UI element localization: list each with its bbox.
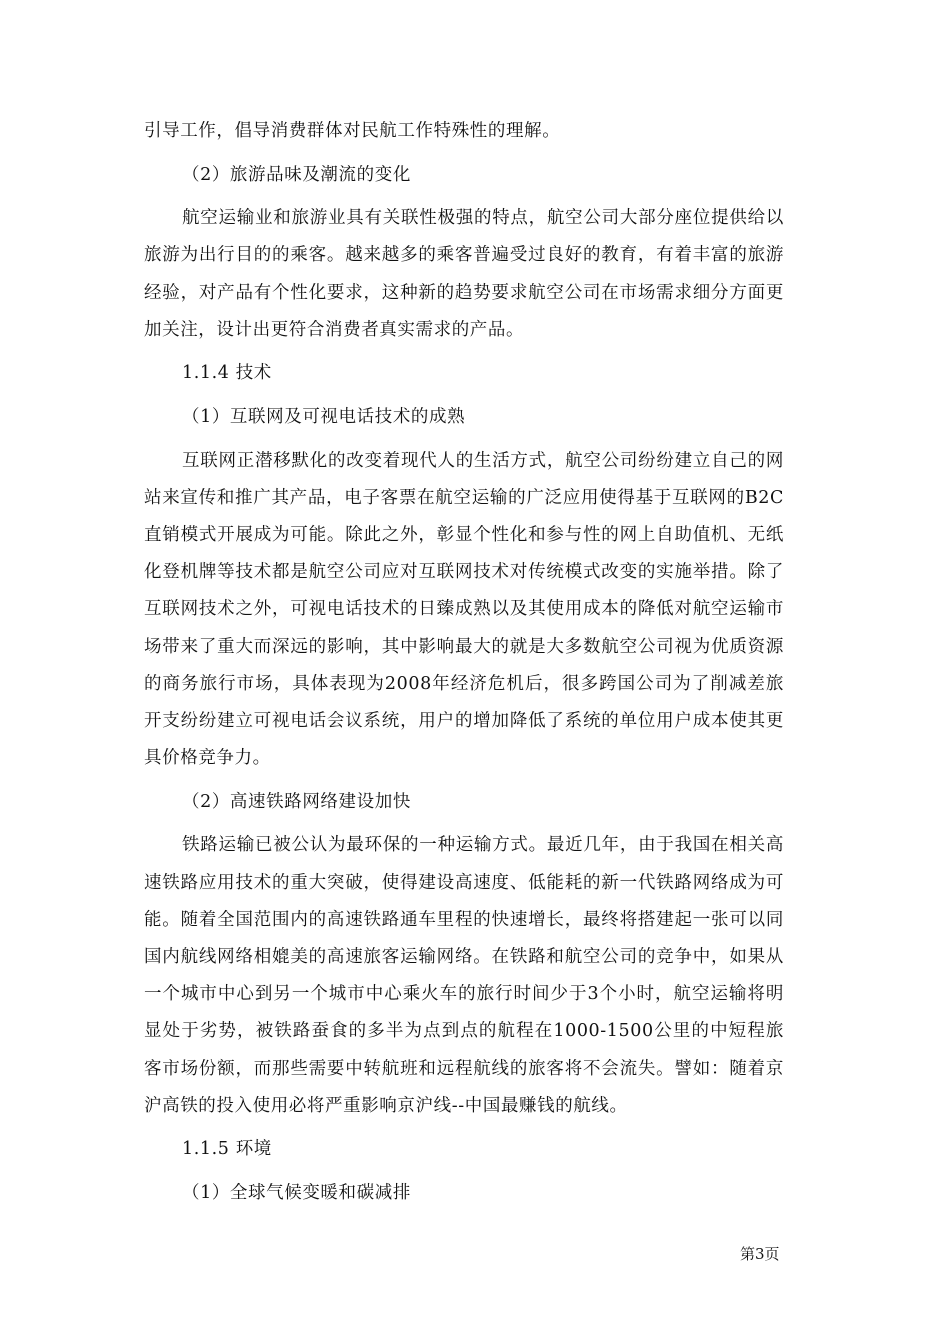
- subsection-heading: （2）高速铁路网络建设加快: [182, 791, 411, 812]
- subsection-heading: （1）互联网及可视电话技术的成熟: [182, 406, 466, 427]
- body-text: [144, 113, 784, 1212]
- section-heading: 1.1.5 环境: [182, 1139, 272, 1160]
- paragraph: 航空运输业和旅游业具有关联性极强的特点，航空公司大部分座位提供给以旅游为出行目的的乘客。越来越多的乘客普遍受过良好的教育，有着丰富的旅游经验，对产品有个性化要求，这种新的趋势要求航空公司在市场需求细分方面更加关注，设计出更符合消费者真实需求的产品。: [144, 208, 784, 340]
- subsection-heading: （1）全球气候变暖和碳减排: [182, 1183, 411, 1203]
- paragraph: 互联网正潜移默化的改变着现代人的生活方式，航空公司纷纷建立自己的网站来宣传和推广其产品，电子客票在航空运输的广泛应用使得基于互联网的B2C直销模式开展成为可能。除此之外，彰显个性化和参与性的网上自助值机、无纸化登机牌等技术都是航空公司应对互联网技术对传统模式改变的实施举措。除了互联网技术之外，可视电话技术的日臻成熟以及其使用成本的降低对航空运输市场带来了重大而深远的影响，其中影响最大的就是大多数航空公司视为优质资源的商务旅行市场，具体表现为2008年经济危机后，很多跨国公司为了削减差旅开支纷纷建立可视电话会议系统，用户的增加降低了系统的单位用户成本使其更具价格竞争力。: [144, 450, 784, 769]
- page-number: 第3页: [740, 1245, 780, 1263]
- subsection-heading: （2）旅游品味及潮流的变化: [182, 164, 411, 185]
- paragraph: 铁路运输已被公认为最环保的一种运输方式。最近几年，由于我国在相关高速铁路应用技术的重大突破，使得建设高速度、低能耗的新一代铁路网络成为可能。随着全国范围内的高速铁路通车里程的快速增长，最终将搭建起一张可以同国内航线网络相媲美的高速旅客运输网络。在铁路和航空公司的竞争中，如果从一个城市中心到另一个城市中心乘火车的旅行时间少于3个小时，航空运输将明显处于劣势，被铁路蚕食的多半为点到点的航程在1000-1500公里的中短程旅客市场份额，而那些需要中转航班和远程航线的旅客将不会流失。譬如：随着京沪高铁的投入使用必将严重影响京沪线--中国最赚钱的航线。: [144, 835, 784, 1116]
- paragraph: 引导工作，倡导消费群体对民航工作特殊性的理解。: [144, 121, 561, 141]
- section-heading: 1.1.4 技术: [182, 363, 272, 384]
